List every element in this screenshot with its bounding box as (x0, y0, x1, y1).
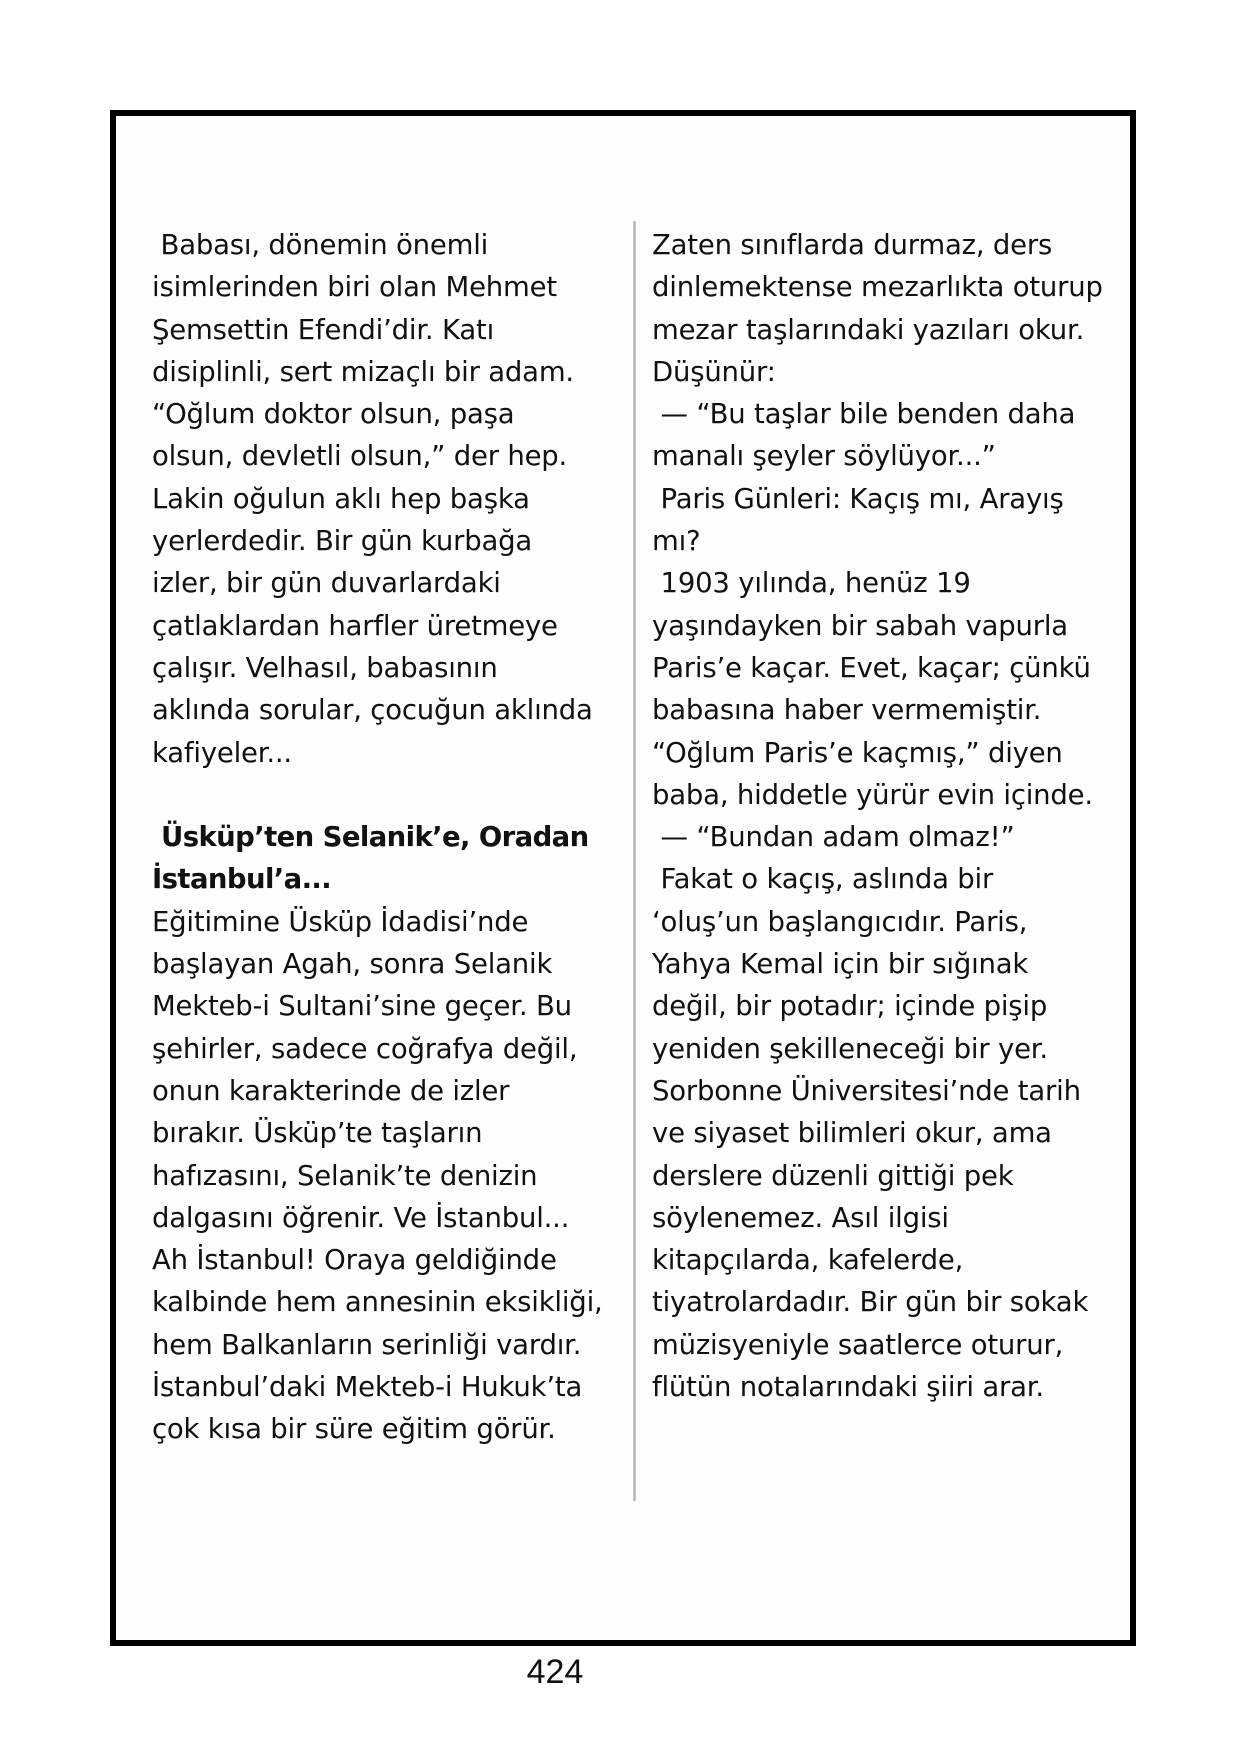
text-line: Düşünür: (652, 355, 776, 388)
page-frame (110, 110, 1136, 1646)
left-column (152, 224, 622, 1451)
text-line: Ah İstanbul! Oraya geldiğinde (152, 1244, 557, 1277)
text-line: Paris Günleri: Kaçış mı, Arayış (652, 482, 1064, 515)
text-line: Zaten sınıflarda durmaz, ders (652, 229, 1053, 261)
text-line: ‘oluş’un başlangıcıdır. Paris, (652, 905, 1028, 938)
text-line: Fakat o kaçış, aslında bir (652, 863, 994, 896)
text-line: hem Balkanların serinliği vardır. (152, 1328, 582, 1361)
text-line: müzisyeniyle saatlerce oturur, (652, 1328, 1064, 1361)
text-line: yeniden şekilleneceği bir yer. (652, 1032, 1048, 1065)
text-line: flütün notalarındaki şiiri arar. (652, 1371, 1044, 1404)
text-line: yaşındayken bir sabah vapurla (652, 609, 1068, 642)
text-line: onun karakterinde de izler (152, 1074, 510, 1107)
text-line: başlayan Agah, sonra Selanik (152, 948, 553, 981)
text-line: hafızasını, Selanik’te denizin (152, 1159, 538, 1192)
text-line: söylenemez. Asıl ilgisi (652, 1201, 949, 1234)
text-line: Yahya Kemal için bir sığınak (652, 948, 1029, 981)
text-line: babasına haber vermemiştir. (652, 694, 1042, 727)
text-line: Eğitimine Üsküp İdadisi’nde (152, 905, 529, 938)
text-line: şehirler, sadece coğrafya değil, (152, 1032, 578, 1065)
text-line: Sorbonne Üniversitesi’nde tarih (652, 1074, 1081, 1107)
text-line: çok kısa bir süre eğitim görür. (152, 1413, 556, 1446)
text-line: aklında sorular, çocuğun aklında (152, 694, 593, 727)
text-line: 1903 yılında, henüz 19 (652, 567, 971, 600)
page-number: 424 (526, 1653, 584, 1691)
text-line: Şemsettin Efendi’dir. Katı (152, 313, 495, 346)
section-heading-line: Üsküp’ten Selanik’e, Oradan (152, 821, 589, 854)
text-line: İstanbul’daki Mekteb-i Hukuk’ta (152, 1371, 583, 1404)
column-divider (633, 221, 636, 1501)
text-line: “Oğlum Paris’e kaçmış,” diyen (652, 736, 1063, 769)
text-line: dinlemektense mezarlıkta oturup (652, 271, 1103, 304)
text-line: manalı şeyler söylüyor...” (652, 440, 996, 473)
text-line: bırakır. Üsküp’te taşların (152, 1117, 483, 1150)
text-line: — “Bundan adam olmaz!” (652, 821, 1015, 854)
text-line: kafiyeler... (152, 736, 292, 769)
section-heading-line: İstanbul’a... (152, 863, 332, 896)
text-line: “Oğlum doktor olsun, paşa (152, 398, 515, 431)
text-line: yerlerdedir. Bir gün kurbağa (152, 525, 533, 558)
text-line: kalbinde hem annesinin eksikliği, (152, 1286, 603, 1319)
text-line: tiyatrolardadır. Bir gün bir sokak (652, 1286, 1089, 1319)
text-line: dalgasını öğrenir. Ve İstanbul... (152, 1201, 570, 1234)
text-line: isimlerinden biri olan Mehmet (152, 271, 557, 304)
text-line: olsun, devletli olsun,” der hep. (152, 440, 568, 473)
text-line: Mekteb-i Sultani’sine geçer. Bu (152, 990, 572, 1023)
text-line: — “Bu taşlar bile benden daha (652, 398, 1076, 431)
right-column (652, 224, 1122, 1408)
text-line: mezar taşlarındaki yazıları okur. (652, 313, 1085, 346)
text-line: kitapçılarda, kafelerde, (652, 1244, 964, 1277)
text-line: değil, bir potadır; içinde pişip (652, 990, 1048, 1023)
text-line: mı? (652, 525, 701, 558)
text-line: ve siyaset bilimleri okur, ama (652, 1117, 1052, 1150)
text-line: disiplinli, sert mizaçlı bir adam. (152, 355, 574, 388)
text-line: baba, hiddetle yürür evin içinde. (652, 778, 1093, 811)
blank-line (152, 774, 622, 816)
text-line: Paris’e kaçar. Evet, kaçar; çünkü (652, 651, 1091, 684)
text-line: izler, bir gün duvarlardaki (152, 567, 501, 600)
text-line: Babası, dönemin önemli (152, 229, 489, 261)
text-line: derslere düzenli gittiği pek (652, 1159, 1014, 1192)
text-line: çalışır. Velhasıl, babasının (152, 651, 498, 684)
text-line: Lakin oğulun aklı hep başka (152, 482, 530, 515)
text-line: çatlaklardan harfler üretmeye (152, 609, 558, 642)
